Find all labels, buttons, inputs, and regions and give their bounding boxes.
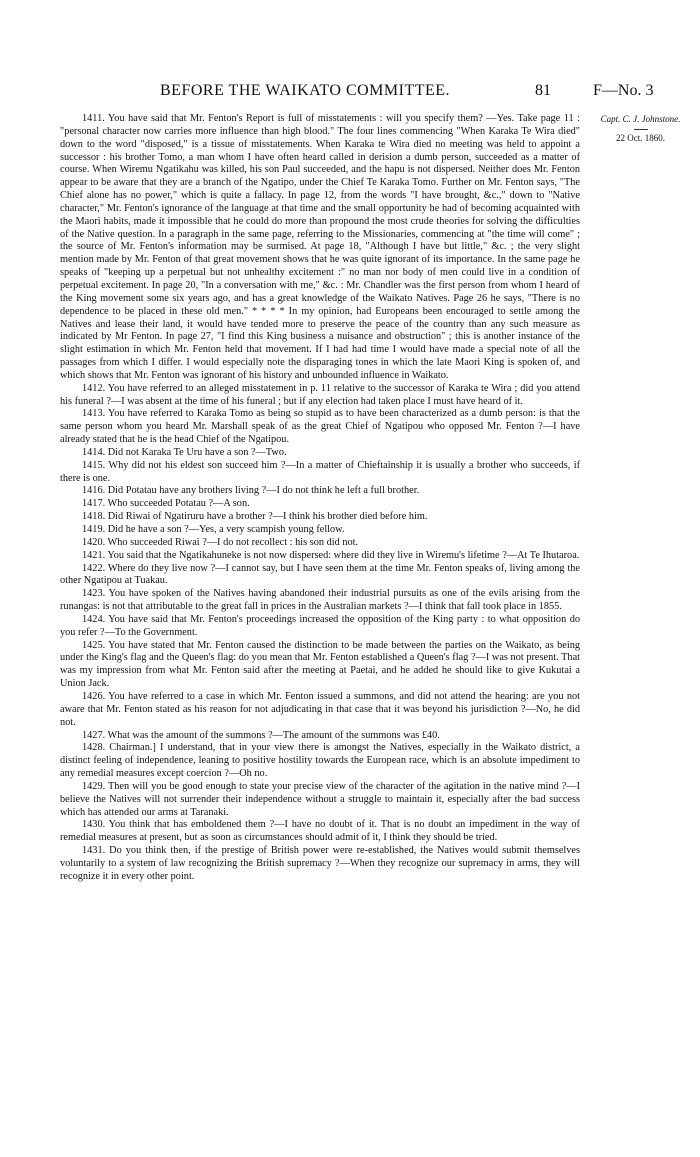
paragraph-1418: 1418. Did Riwai of Ngatiruru have a brother ?—I think his brother died before him. — [82, 511, 428, 523]
paragraph-1413: 1413. You have referred to Karaka Tomo as being so stupid as to have been characterized as a dumb person: is that the same person whom you heard Mr. Marshall speak of as the great Chief of Ngatipou who opposed Mr. Fenton ?—I have already stated that he is the head Chief of the Ngatipou. — [60, 408, 580, 446]
page-number: 81 — [535, 82, 551, 99]
paragraph-1428: 1428. Chairman.] I understand, that in your view there is amongst the Natives, especially in the Waikato district, a distinct feeling of independence, leaning to positive hostility towards the European race, which is an absolute impediment to any remedial measures except coercion ?—Oh no. — [60, 742, 580, 780]
paragraph-1430: 1430. You think that has emboldened them ?—I have no doubt of it. That is no doubt an impediment in the way of remedial measures at present, but as soon as circumstances should admit of it, I think they should be tried. — [60, 819, 580, 844]
paragraph-1417: 1417. Who succeeded Potatau ?—A son. — [82, 498, 250, 510]
paragraph-1422: 1422. Where do they live now ?—I cannot say, but I have seen them at the time Mr. Fenton speaks of, living among the other Ngatipou at Tuakau. — [60, 562, 580, 587]
paragraph-1424: 1424. You have said that Mr. Fenton's proceedings increased the opposition of the King party : to what opposition do you refer ?—To the Government. — [60, 613, 580, 638]
paragraph-1429: 1429. Then will you be good enough to state your precise view of the character of the agitation in the native mind ?—I believe the Natives will not surrender their independence without a struggle to maintain it, especially after the bad success which has attended our arms at Taranaki. — [60, 780, 580, 818]
page-header — [0, 82, 700, 104]
paragraph-1426: 1426. You have referred to a case in which Mr. Fenton issued a summons, and did not attend the hearing: are you not aware that Mr. Fenton stated as his reason for not adjudicating in that case that it was beyond his jurisdiction ?—No, he did not. — [60, 690, 580, 728]
paragraph-1416: 1416. Did Potatau have any brothers living ?—I do not think he left a full brother. — [82, 485, 420, 497]
running-title: BEFORE THE WAIKATO COMMITTEE. — [160, 82, 451, 99]
paragraph-1431: 1431. Do you think then, if the prestige of British power were re-established, the Natives would submit themselves voluntarily to a system of law recognizing the British supremacy ?—When they recognize our supremacy in arms, they will recognize it in every other point. — [60, 845, 580, 882]
witness-name: Capt. C. J. Johnstone. — [600, 114, 681, 124]
witness-date: 22 Oct. 1860. — [616, 133, 665, 143]
paragraph-1412: 1412. You have referred to an alleged misstatement in p. 11 relative to the successor of Karaka te Wira ; did you attend his funeral ?—I was absent at the time of his funeral ; but if any election had taken place I must have heard of it. — [60, 382, 580, 407]
paragraph-1425: 1425. You have stated that Mr. Fenton caused the distinction to be made between the parties on the Waikato, as being under the King's flag and the Queen's flag: do you mean that Mr. Fenton established a Queen's flag ?—I was not present. That was my impression from what Mr. Fenton said after the meeting at Paetai, and he added he should like to give Kukutai a Union Jack. — [60, 639, 580, 690]
paragraph-1415: 1415. Why did not his eldest son succeed him ?—In a matter of Chieftainship it is usually a brother who succeeds, if there is one. — [60, 459, 580, 484]
margin-rule — [634, 129, 648, 130]
evidence-body — [60, 113, 580, 884]
paragraph-1420: 1420. Who succeeded Riwai ?—I do not recollect : his son did not. — [82, 536, 359, 548]
paragraph-1423: 1423. You have spoken of the Natives having abandoned their industrial pursuits as one of the evils arising from the runangas: is not that attributable to the great fall in prices in the Australian markets ?—I think that fall took place in 1855. — [60, 588, 580, 613]
paragraph-1427: 1427. What was the amount of the summons ?—The amount of the summons was £40. — [82, 729, 440, 741]
margin-note — [583, 113, 698, 145]
report-reference: F—No. 3 — [593, 82, 654, 99]
paragraph-1421: 1421. You said that the Ngatikahuneke is not now dispersed: where did they live in Wiremu's lifetime ?—At Te Ihutaroa. — [82, 549, 580, 561]
paragraph-1419: 1419. Did he have a son ?—Yes, a very scampish young fellow. — [82, 524, 345, 535]
paragraph-1411: 1411. You have said that Mr. Fenton's Report is full of misstatements : will you specify them? —Yes. Take page 11 : "personal character now carries more influence than high blood." The four lines commencing "When Karaka Te Wira died" down to the word "disposed," is a tissue of misstatements. When Karaka te Wira died no meeting was held to appoint a successor : his brother Tomo, a man whom I have often heard called in derision a dumb person, succeeded as a matter of course. When Wiremu Ngatikahu was killed, his son Paul succeeded, and the hapu is not dispersed. Neither does Mr. Fenton appear to be aware that they are a branch of the Ngatipo, under the Chief Te Karaka Tomo. Further on Mr. Fenton says, "The Chief alone has no power," which is quite a fallacy. In page 12, from the words "I have brought, &c.," down to "Native character," Mr. Fenton's ignorance of the language at that time and the small opportunity he had of becoming acquainted with the Maori habits, made it impossible that he could do more than propound the most crude theories for solving the difficulties of the Native question. In a paragraph in the same page, referring to the Missionaries, commencing at "the time will come" ; the source of Mr. Fenton's information may be surmised. At page 18, "Although I have but little," &c. ; the very slight mention made by Mr. Fenton of that great movement shows that he was quite ignorant of its importance. In the same page he speaks of "keeping up a perpetual but not unhealthy excitement :" no man nor body of men could live in a condition of perpetual excitement. In page 20, "In a conversation with me," &c. : Mr. Chandler was the first person from whom I heard of the King movement some six years ago, and has a great knowledge of the Waikato Natives. Page 26 he says, "There is no dependence to be placed in these old men." * * * * In my opinion, had Europeans been encouraged to settle among the Natives and lease their land, it would have tended more to preserve the peace of the country than any such measure as indicated by Mr Fenton. In page 27, "I find this King business a nuisance and obstruction" ; this is another instance of the slight estimation in which Mr. Fenton held that movement. If I had had time I would have made a special note of all the passages from which I differ. I would especially note the disparaging tones in which the late Maori King is spoken of, and which shows that Mr. Fenton was ignorant of his history and unbounded influence in Waikato. — [60, 113, 580, 381]
paragraph-1414: 1414. Did not Karaka Te Uru have a son ?—Two. — [82, 446, 287, 458]
